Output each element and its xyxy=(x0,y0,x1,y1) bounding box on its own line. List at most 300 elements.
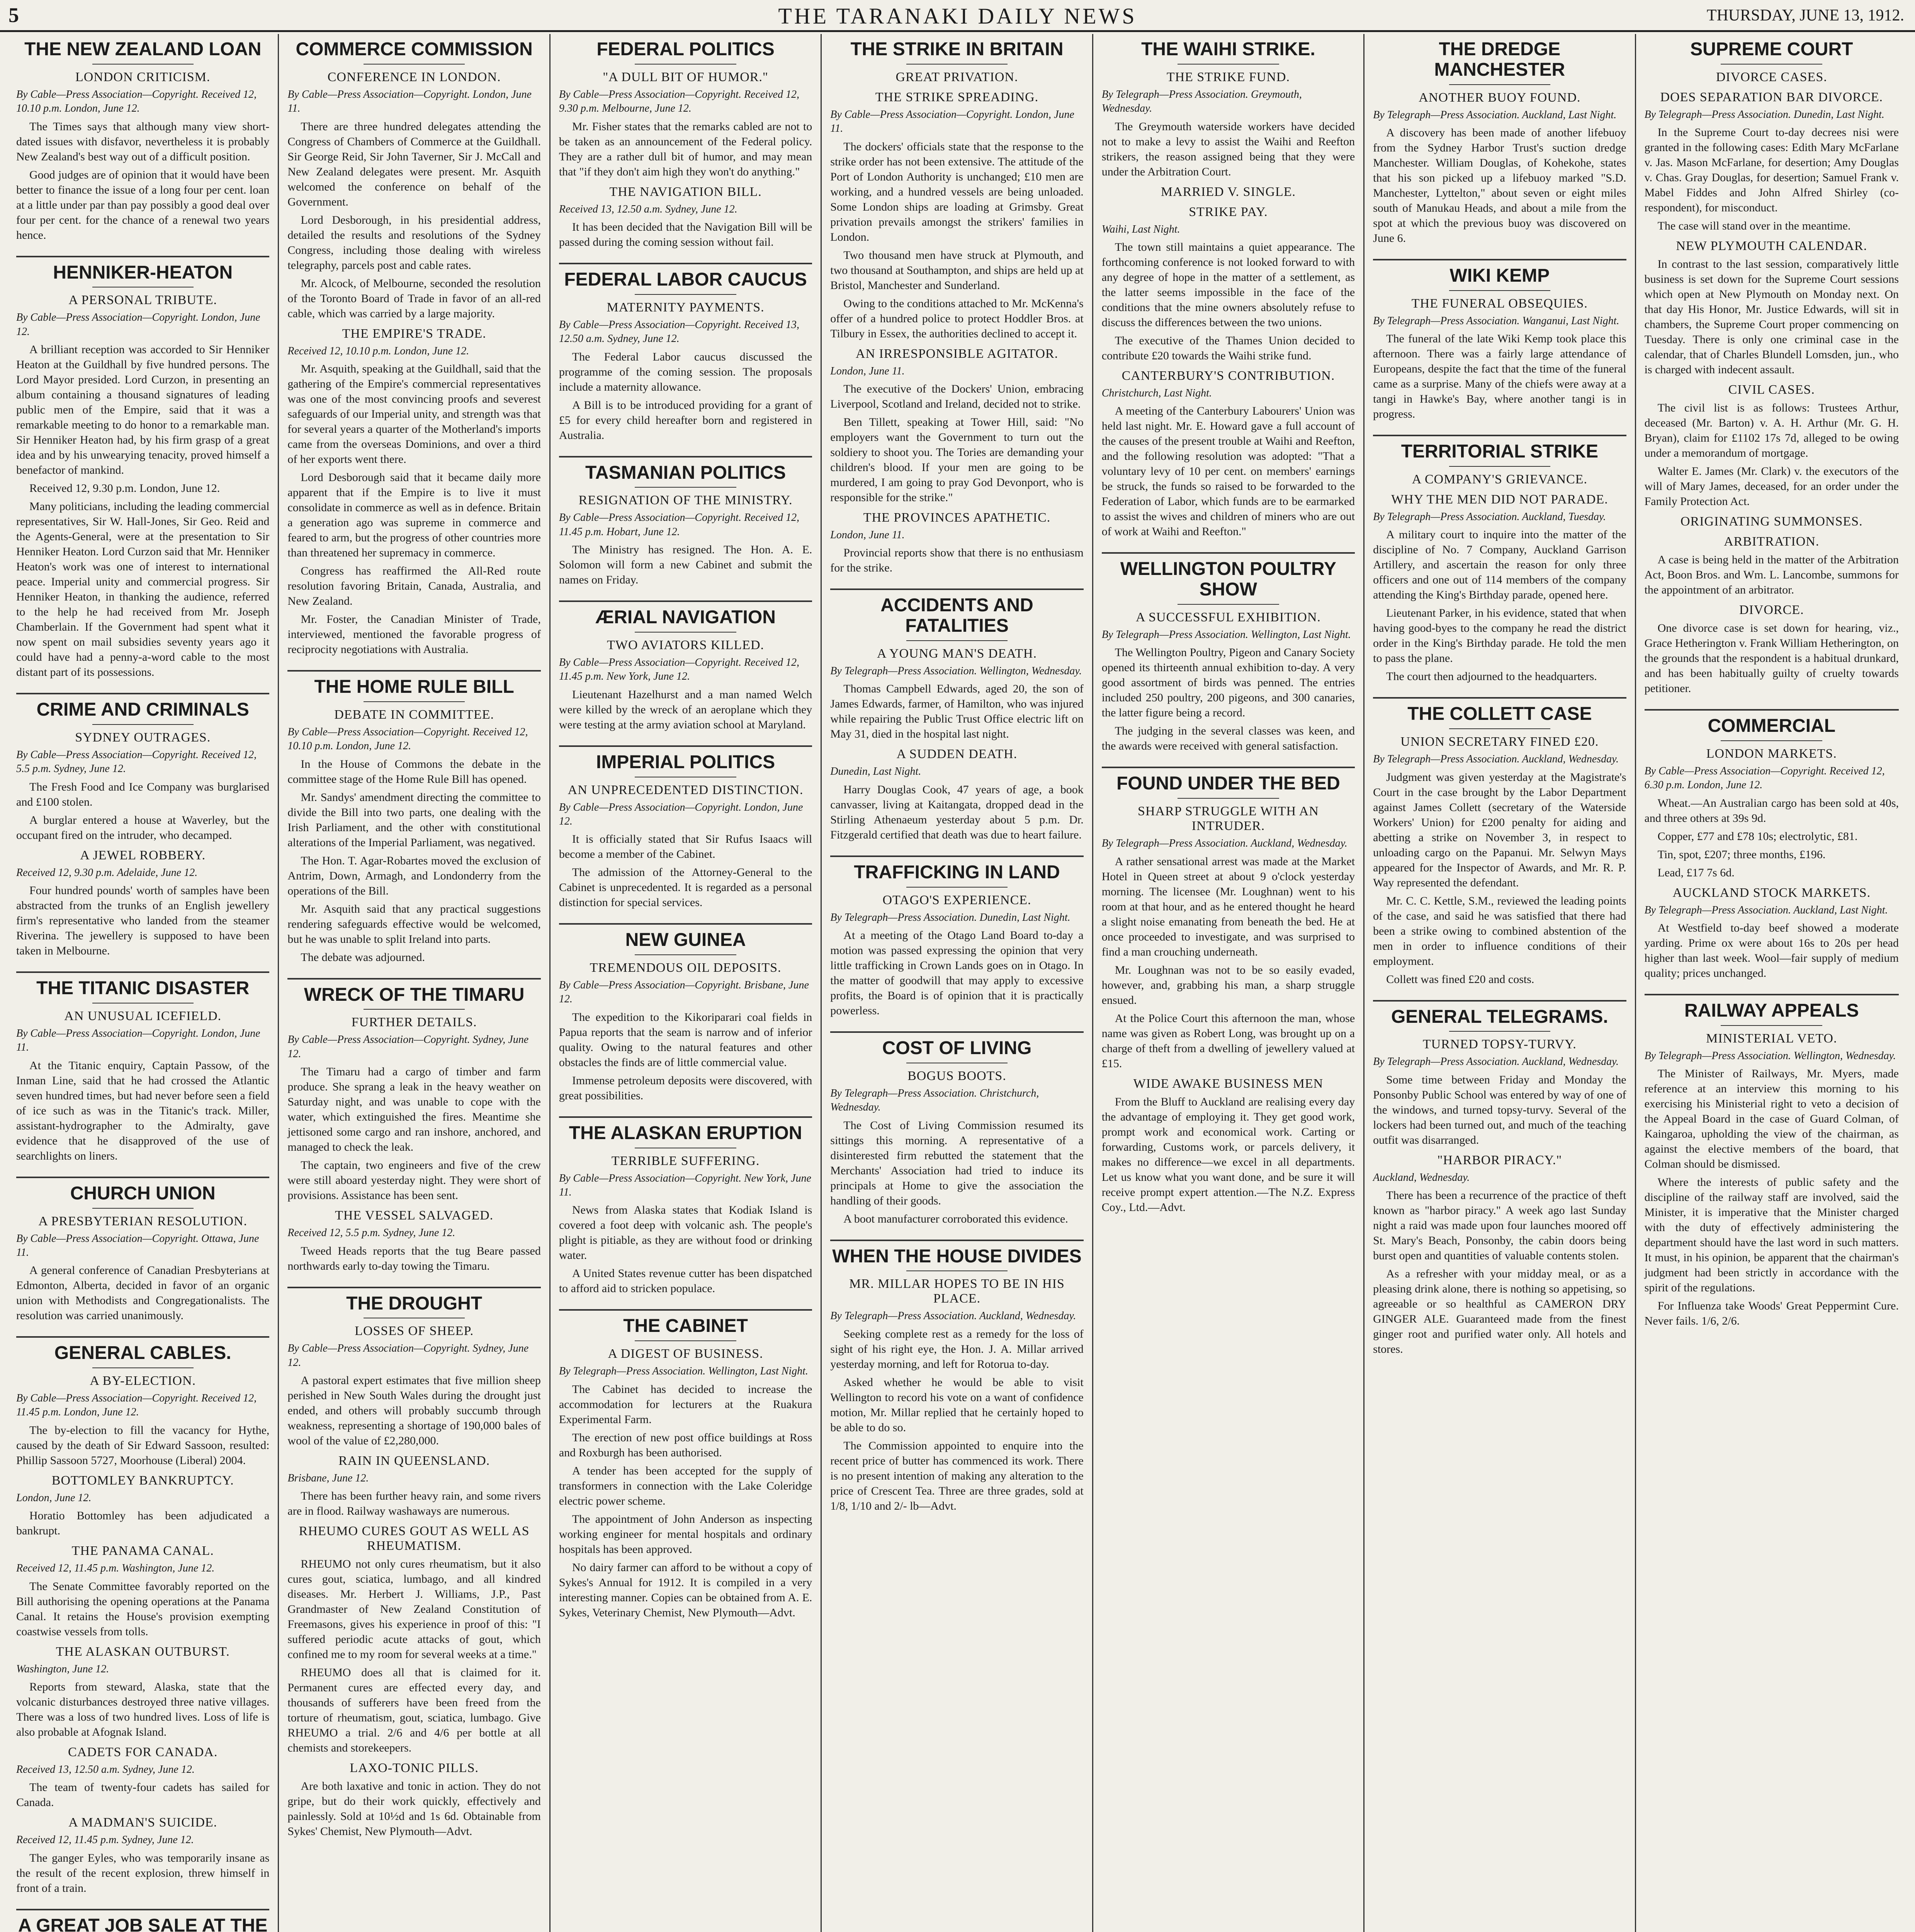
article-paragraph: The Wellington Poultry, Pigeon and Canary Society opened its thirteenth annual exhibition to-day. A very good assortment of birds was penned. The entries included 250 poultry, 200 pigeons, and 300 canaries, the latter figure being a record. xyxy=(1101,646,1355,719)
headline-rule xyxy=(1178,604,1279,605)
article-paragraph: Reports from steward, Alaska, state that the volcanic disturbances destroyed three native villages. There was a loss of two hundred lives. Loss of life is also probable at Afognak Island. xyxy=(16,1680,270,1739)
article-paragraph: Mr. Fisher states that the remarks cabled are not to be taken as an announcement of the Federal policy. They are a rather dull bit of humor, and may mean that "if they don't aim high they won't do anything." xyxy=(559,120,812,178)
article-paragraph: A tender has been accepted for the supply of transformers in connection with the Lake Coleridge electric power scheme. xyxy=(559,1464,812,1507)
article-paragraph: The expedition to the Kikoriparari coal fields in Papua reports that the seam is narrow and of inferior quality. Owing to the natural features and other obstacles the finds are of little commercial value. xyxy=(559,1010,812,1069)
article-headline: GENERAL TELEGRAMS. xyxy=(1373,1000,1626,1027)
article-subheading: ORIGINATING SUMMONSES. xyxy=(1680,514,1863,529)
article-paragraph: By Cable—Press Association—Copyright. Ottawa, June 11. xyxy=(16,1232,259,1259)
article-paragraph: At Westfield to-day beef showed a moderate yarding. Prime ox were about 16s to 20s per head higher than last week. Wool—fair supply of medium quality; prices unchanged. xyxy=(1644,922,1899,980)
article-paragraph: By Cable—Press Association—Copyright. Received 12, 11.45 p.m. London, June 12. xyxy=(16,1392,257,1418)
article-paragraph: Where the interests of public safety and the discipline of the railway staff are involved, said the Minister, it is imperative that the Minister charged with the duty of effectively administering the department should have the last word in such matters. It must, in his opinion, be apparent that the chairman's judgment had been strictly in accordance with the spirit of the regulations. xyxy=(1644,1176,1899,1294)
article-paragraph: The dockers' officials state that the response to the strike order has not been extensive. The attitude of the Port of London Authority is unchanged; £10 men are working, and a hundred vessels are being unloaded. Some London ships are loading at Grimsby. Great privation prevails amongst the strikers' families in London. xyxy=(830,140,1084,243)
article-subheading: A YOUNG MAN'S DEATH. xyxy=(877,646,1037,661)
issue-date: THURSDAY, JUNE 13, 1912. xyxy=(1706,7,1904,24)
article xyxy=(1645,709,1899,981)
headline-rule xyxy=(1721,64,1822,65)
article-paragraph: Ben Tillett, speaking at Tower Hill, said: "No employers want the Government to turn out the soldiery to shoot you. The Tories are demanding your children's blood. If your men are going to be murdered, I am going to pray God Devonport, who is responsible for the strike." xyxy=(830,415,1084,504)
article-paragraph: It has been decided that the Navigation Bill will be passed during the coming session without fail. xyxy=(559,220,812,248)
news-column xyxy=(8,34,279,1932)
article-subheading: MINISTERIAL VETO. xyxy=(1706,1031,1837,1046)
article-headline: THE COLLETT CASE xyxy=(1373,697,1626,724)
article-headline: GENERAL CABLES. xyxy=(16,1336,269,1364)
article-paragraph: Lead, £17 7s 6d. xyxy=(1657,866,1735,879)
article-paragraph: By Cable—Press Association—Copyright. Received 12, 9.30 p.m. Melbourne, June 12. xyxy=(559,88,799,115)
article xyxy=(1645,994,1899,1328)
headline-rule xyxy=(1449,1031,1550,1032)
headline-rule xyxy=(635,294,736,295)
article-headline: TASMANIAN POLITICS xyxy=(559,456,812,483)
article-subheading: LONDON MARKETS. xyxy=(1706,746,1837,761)
article-paragraph: By Cable—Press Association—Copyright. Received 12, 11.45 p.m. Hobart, June 12. xyxy=(559,512,799,538)
article-paragraph: The town still maintains a quiet appearance. The forthcoming conference is not looked forward to with any degree of hope in the matter of a settlement, as the latter seems impossible in the face of the conditions that the mine owners absolutely refuse to discuss the differences between the two unions. xyxy=(1101,240,1355,329)
article xyxy=(16,256,269,680)
article-subheading: LAXO-TONIC PILLS. xyxy=(350,1761,479,1776)
headline-rule xyxy=(906,1270,1008,1271)
article xyxy=(16,1177,269,1323)
article-paragraph: A military court to inquire into the matter of the discipline of No. 7 Company, Auckland Garrison Artillery, and ascertain the reason for only three officers and one out of 114 members of the company attending the King's Birthday parade, opened here. xyxy=(1373,528,1626,602)
headline-rule xyxy=(364,64,465,65)
article-subheading: A MADMAN'S SUICIDE. xyxy=(68,1815,217,1830)
article-paragraph: By Telegraph—Press Association. Auckland, Wednesday. xyxy=(1101,837,1347,850)
article-paragraph: Lieutenant Parker, in his evidence, stated that when having good-byes to the company he read the district order in the King's Birthday parade. He told the men to pass the plane. xyxy=(1373,607,1626,665)
article-paragraph: Thomas Campbell Edwards, aged 20, the son of James Edwards, farmer, of Hamilton, who was injured while repairing the Public Trust Office electric lift on May 31, died in the hospital last night. xyxy=(830,682,1084,741)
article-subheading: CIVIL CASES. xyxy=(1728,383,1815,397)
article-paragraph: At a meeting of the Otago Land Board to-day a motion was passed expressing the opinion that very little trafficking in Crown Lands goes on in Otago. In the matter of goodwill that may apply to excessive profits, the Board is of opinion that it is practically powerless. xyxy=(830,929,1084,1017)
article-subheading: SYDNEY OUTRAGES. xyxy=(75,730,211,745)
article-paragraph: A Bill is to be introduced providing for a grant of £5 for every child hereafter born and registered in Australia. xyxy=(559,398,812,442)
article-subheading: "HARBOR PIRACY." xyxy=(1437,1153,1562,1167)
headline-rule xyxy=(635,64,736,65)
article-subheading: RHEUMO CURES GOUT AS WELL AS RHEUMATISM. xyxy=(299,1524,530,1553)
article-paragraph: By Telegraph—Press Association. Auckland, Wednesday. xyxy=(1373,1056,1619,1068)
article-paragraph: Are both laxative and tonic in action. They do not gripe, but do their work quickly, effectively and painlessly. Sold at 10½d and 1s 6d. Obtainable from Sykes' Chemist, New Plymouth—Advt. xyxy=(287,1780,541,1838)
article-paragraph: Provincial reports show that there is no enthusiasm for the strike. xyxy=(830,546,1084,575)
article-headline: CRIME AND CRIMINALS xyxy=(16,693,269,720)
article-subheading: MARRIED V. SINGLE. xyxy=(1161,184,1296,199)
newspaper-title: THE TARANAKI DAILY NEWS xyxy=(778,3,1137,29)
article-paragraph: Horatio Bottomley has been adjudicated a bankrupt. xyxy=(16,1509,270,1537)
article-paragraph: Many politicians, including the leading commercial representatives, Sir W. Hall-Jones, Sir Geo. Reid and the Agents-General, were at the presentation to Sir Henniker Heaton. Lord Curzon said that Mr. Henniker Heaton's work was one of interest to international peace. Imperial unity and commercial progress. Sir Henniker Heaton, in thanking the audience, referred to the help he had received from Mr. Joseph Chamberlain. If the Government had spent what it now spent on mail subsidies seventy years ago it could have had a penny-a-word cable to the most distant part of its possessions. xyxy=(16,500,270,679)
article-paragraph: The Times says that although many view short-dated issues with disfavor, nevertheless it is probably New Zealand's best way out of a difficult position. xyxy=(16,120,270,163)
headline-rule xyxy=(635,632,736,633)
article xyxy=(287,670,540,965)
article-paragraph: By Cable—Press Association—Copyright. Received 12, 10.10 p.m. London, June 12. xyxy=(16,88,257,115)
news-column xyxy=(822,34,1093,1932)
article-subheading: LOSSES OF SHEEP. xyxy=(355,1324,474,1338)
article xyxy=(559,1116,812,1296)
article-paragraph: Received 12, 11.45 p.m. Sydney, June 12. xyxy=(16,1834,194,1846)
article-paragraph: Two thousand men have struck at Plymouth, and two thousand at Southampton, and ships are held up at Bristol, Manchester and Sunderland. xyxy=(830,248,1084,292)
article-paragraph: The executive of the Dockers' Union, embracing Liverpool, Scotland and Ireland, decided not to strike. xyxy=(830,382,1084,410)
article-subheading: MATERNITY PAYMENTS. xyxy=(607,300,765,315)
article-paragraph: RHEUMO does all that is claimed for it. Permanent cures are effected every day, and thousands of sufferers have been freed from the torture of rheumatism, gout, sciatica, lumbago. Give RHEUMO a trial. 2/6 and 4/6 per bottle at all chemists and storekeepers. xyxy=(287,1666,541,1755)
article xyxy=(559,456,812,588)
article-headline: FEDERAL POLITICS xyxy=(596,39,775,60)
article-paragraph: Auckland, Wednesday. xyxy=(1373,1171,1470,1184)
headline-rule xyxy=(906,640,1008,641)
headline-rule xyxy=(635,1340,736,1341)
article-paragraph: By Cable—Press Association—Copyright. London, June 12. xyxy=(559,801,803,827)
article-paragraph: Copper, £77 and £78 10s; electrolytic, £81. xyxy=(1657,830,1858,843)
article-paragraph: Dunedin, Last Night. xyxy=(830,765,921,778)
article-subheading: A DIGEST OF BUSINESS. xyxy=(608,1347,763,1361)
article-subheading: THE ALASKAN OUTBURST. xyxy=(56,1644,230,1659)
article-subheading: THE PANAMA CANAL. xyxy=(71,1544,214,1558)
article-paragraph: Received 13, 12.50 a.m. Sydney, June 12. xyxy=(16,1764,195,1776)
article-subheading: RESIGNATION OF THE MINISTRY. xyxy=(578,493,793,508)
article-subheading: THE STRIKE SPREADING. xyxy=(875,90,1039,104)
page-number: 5 xyxy=(8,3,19,27)
news-column xyxy=(1364,34,1636,1932)
article-paragraph: Mr. Asquith, speaking at the Guildhall, said that the gathering of the Empire's commercial representatives was one of the most convincing proofs and severest safeguards of our Imperial unity, and strength was that for several years a quarter of the Motherland's imports came from the overseas Dominions, and over a third of her exports went there. xyxy=(287,362,541,466)
article-paragraph: As a refresher with your midday meal, or as a pleasing drink alone, there is nothing so appetising, so agreeable or so healthful as CAMERON DRY GINGER ALE. Guaranteed made from the finest ginger root and purified water only. All hotels and stores. xyxy=(1373,1267,1626,1356)
article-headline: WELLINGTON POULTRY SHOW xyxy=(1102,552,1355,600)
headline-rule xyxy=(92,724,194,725)
headline-rule xyxy=(92,1367,194,1368)
article-paragraph: Mr. Sandys' amendment directing the committee to divide the Bill into two parts, one dealing with the Irish Parliament, and the other with constitutional alterations of the Imperial Parliament, was negatived. xyxy=(287,791,541,849)
article-subheading: WHY THE MEN DID NOT PARADE. xyxy=(1391,492,1608,507)
article-paragraph: In the House of Commons the debate in the committee stage of the Home Rule Bill has opened. xyxy=(287,757,541,786)
article-subheading: ARBITRATION. xyxy=(1724,534,1820,549)
article-subheading: NEW PLYMOUTH CALENDAR. xyxy=(1676,239,1867,253)
article-paragraph: The Fresh Food and Ice Company was burglarised and £100 stolen. xyxy=(16,780,270,808)
article-headline: THE STRIKE IN BRITAIN xyxy=(850,39,1064,60)
article-paragraph: The judging in the several classes was keen, and the awards were received with general satisfaction. xyxy=(1101,724,1355,753)
article-subheading: BOGUS BOOTS. xyxy=(907,1068,1006,1083)
article-paragraph: By Cable—Press Association—Copyright. Received 12, 5.5 p.m. Sydney, June 12. xyxy=(16,748,257,775)
article-paragraph: The appointment of John Anderson as inspecting working engineer for mental hospitals and ordinary hospitals has been approved. xyxy=(559,1512,812,1556)
article-paragraph: The Senate Committee favorably reported on the Bill authorising the opening operations at the Panama Canal. It retains the House's provision exempting coastwise vessels from tolls. xyxy=(16,1580,270,1638)
article-headline: COMMERCIAL xyxy=(1645,709,1899,736)
headline-rule xyxy=(906,887,1008,888)
article-paragraph: The by-election to fill the vacancy for Hythe, caused by the death of Sir Edward Sassoon, resulted: Phillip Sassoon 5727, Moorhouse (Liberal) 2004. xyxy=(16,1423,270,1467)
article xyxy=(1373,1000,1626,1357)
article-paragraph: Walter E. James (Mr. Clark) v. the executors of the will of Mary James, deceased, for an order under the Family Protection Act. xyxy=(1644,465,1899,508)
article xyxy=(16,39,269,243)
article-subheading: MR. MILLAR HOPES TO BE IN HIS PLACE. xyxy=(849,1277,1065,1306)
article-paragraph: Tweed Heads reports that the tug Beare passed northwards early to-day towing the Timaru. xyxy=(287,1244,541,1272)
article-subheading: A COMPANY'S GRIEVANCE. xyxy=(1412,472,1587,486)
article-paragraph: Received 12, 9.30 p.m. Adelaide, June 12. xyxy=(16,866,198,879)
article-paragraph: Congress has reaffirmed the All-Red route resolution favoring Britain, Canada, Australia, and New Zealand. xyxy=(287,564,541,607)
article-subheading: A BY-ELECTION. xyxy=(90,1374,196,1388)
article-paragraph: A discovery has been made of another lifebuoy from the Sydney Harbor Trust's suction dredge Manchester. William Douglas, of Kohekohe, states that his son picked up a lifebuoy marked "S.D. Manchester, Lyttelton," about seven or eight miles south of Manukau Heads, and about a mile from the spot at which the previous buoy was discovered on June 6. xyxy=(1373,126,1626,245)
article-paragraph: Mr. Loughnan was not to be so easily evaded, however, and, grabbing his man, a sharp struggle ensued. xyxy=(1101,963,1355,1007)
article-subheading: SHARP STRUGGLE WITH AN INTRUDER. xyxy=(1138,804,1319,833)
article-paragraph: One divorce case is set down for hearing, viz., Grace Hetherington v. Frank William Hetherington, on the grounds that the respondent is a habitual drunkard, and has been habitually guilty of cruelty towards petitioner. xyxy=(1644,622,1899,695)
article-paragraph: Owing to the conditions attached to Mr. McKenna's offer of a hundred police to protect Hoddler Bros. at Tilbury in Essex, the authorities declined to accept it. xyxy=(830,297,1084,340)
article-headline: IMPERIAL POLITICS xyxy=(559,745,812,773)
article-subheading: AUCKLAND STOCK MARKETS. xyxy=(1672,885,1871,900)
article xyxy=(16,1336,269,1896)
news-column xyxy=(1636,34,1907,1932)
article-paragraph: London, June 11. xyxy=(830,365,905,377)
article-paragraph: By Cable—Press Association—Copyright. Sydney, June 12. xyxy=(287,1034,529,1060)
article-paragraph: A general conference of Canadian Presbyterians at Edmonton, Alberta, decided in favor of an organic union with Methodists and Congregationalists. The resolution was carried unanimously. xyxy=(16,1264,270,1322)
article-paragraph: Lieutenant Hazelhurst and a man named Welch were killed by the wreck of an aeroplane which they were testing at the army aviation school at Maryland. xyxy=(559,688,812,731)
article-paragraph: By Telegraph—Press Association. Wellington, Wednesday. xyxy=(1644,1049,1896,1062)
article-paragraph: A United States revenue cutter has been dispatched to afford aid to stricken populace. xyxy=(559,1267,812,1295)
article-headline: THE WAIHI STRIKE. xyxy=(1141,39,1315,60)
article-subheading: CANTERBURY'S CONTRIBUTION. xyxy=(1121,368,1335,383)
article-paragraph: By Cable—Press Association—Copyright. Received 12, 6.30 p.m. London, June 12. xyxy=(1644,765,1885,791)
article-subheading: A SUDDEN DEATH. xyxy=(896,747,1018,762)
article-paragraph: By Telegraph—Press Association. Dunedin, Last Night. xyxy=(830,911,1070,923)
article-paragraph: Harry Douglas Cook, 47 years of age, a book canvasser, living at Kaitangata, dropped dead in the Stirling Athenaeum yesterday about 5 p.m. Dr. Fitzgerald certified that death was due to heart failure. xyxy=(830,783,1084,841)
article-paragraph: By Cable—Press Association—Copyright. London, June 11. xyxy=(287,88,532,115)
article-subheading: A JEWEL ROBBERY. xyxy=(80,848,206,862)
article-paragraph: By Cable—Press Association—Copyright. Received 12, 11.45 p.m. New York, June 12. xyxy=(559,656,799,683)
article-paragraph: At the Police Court this afternoon the man, whose name was given as Robert Long, was brought up on a charge of theft from a dwelling of jewellery valued at £15. xyxy=(1101,1012,1355,1070)
article-headline: ÆRIAL NAVIGATION xyxy=(559,600,812,628)
article-subheading: THE NAVIGATION BILL. xyxy=(609,184,762,199)
article-paragraph: At the Titanic enquiry, Captain Passow, of the Inman Line, said that he had crossed the Atlantic seven hundred times, but had never before seen a field of ice such as was in the Titanic's track. Miller, assistant-hydrographer to the Admiralty, gave evidence that he disapproved of the use of searchlights on liners. xyxy=(16,1059,270,1162)
headline-rule xyxy=(635,954,736,955)
article-paragraph: The executive of the Thames Union decided to contribute £20 towards the Waihi strike fund. xyxy=(1101,334,1355,362)
article-headline: CHURCH UNION xyxy=(16,1177,269,1204)
article-paragraph: The erection of new post office buildings at Ross and Roxburgh has been authorised. xyxy=(559,1431,812,1459)
article-paragraph: By Telegraph—Press Association. Wellington, Wednesday. xyxy=(830,665,1082,677)
article-headline: COST OF LIVING xyxy=(830,1031,1083,1059)
article-headline: THE TITANIC DISASTER xyxy=(16,971,269,999)
article-paragraph: There has been a recurrence of the practice of theft known as "harbor piracy." A week ago last Sunday night a raid was made upon four launches moored off St. Mary's Beach, Ponsonby, the cabin doors being burst open and quantities of valuable contents stolen. xyxy=(1373,1189,1626,1262)
article-paragraph: A burglar entered a house at Waverley, but the occupant fired on the intruder, who decamped. xyxy=(16,813,270,842)
article-subheading: THE EMPIRE'S TRADE. xyxy=(342,326,486,341)
article-paragraph: A brilliant reception was accorded to Sir Henniker Heaton at the Guildhall by five hundred persons. The Lord Mayor presided. Lord Curzon, in presenting an album containing a thousand signatures of leading public men of the Empire, said that it was a remarkable meeting to do honor to a remarkable man. Sir Henniker Heaton had, by his firm grasp of a great idea and by his unwearying tenacity, proved himself a benefactor of mankind. xyxy=(16,343,270,477)
news-column xyxy=(551,34,822,1932)
article-paragraph: Received 12, 10.10 p.m. London, June 12. xyxy=(287,345,469,357)
article-paragraph: By Cable—Press Association—Copyright. London, June 11. xyxy=(830,108,1074,135)
article xyxy=(1102,767,1355,1214)
article-paragraph: Wheat.—An Australian cargo has been sold at 40s, and three others at 39s 9d. xyxy=(1644,796,1899,825)
article xyxy=(16,1909,269,1932)
headline-rule xyxy=(1178,798,1279,799)
article-subheading: THE VESSEL SALVAGED. xyxy=(335,1208,494,1223)
article-paragraph: Seeking complete rest as a remedy for the loss of sight of his right eye, the Hon. J. A. Millar arrived yesterday morning, and left for Rotorua to-day. xyxy=(830,1327,1084,1371)
article-paragraph: The Commission appointed to enquire into the recent price of butter has commenced its work. There is no present intention of making any alteration to the price of Crescent Tea. Three are three grades, sold at 1/8, 1/10 and 2/- lb—Advt. xyxy=(830,1439,1084,1512)
article-paragraph: By Telegraph—Press Association. Wellington, Last Night. xyxy=(1101,628,1351,641)
article-subheading: TREMENDOUS OIL DEPOSITS. xyxy=(590,961,782,975)
article-paragraph: The captain, two engineers and five of the crew were still aboard yesterday night. They were short of provisions. Assistance has been sent. xyxy=(287,1159,541,1202)
article-paragraph: By Telegraph—Press Association. Auckland, Wednesday. xyxy=(1373,753,1619,765)
article-headline: FEDERAL LABOR CAUCUS xyxy=(559,263,812,290)
article-subheading: WIDE AWAKE BUSINESS MEN xyxy=(1133,1076,1324,1091)
article-paragraph: Lord Desborough said that it became daily more apparent that if the Empire is to live it must consolidate in commerce as well as in defence. Britain a generation ago was supreme in commerce and feared to arm, but the progress of other countries more than threatened her supremacy in commerce. xyxy=(287,471,541,559)
article xyxy=(1373,39,1626,246)
article-subheading: THE FUNERAL OBSEQUIES. xyxy=(1411,296,1588,311)
article xyxy=(830,1240,1083,1514)
article-paragraph: From the Bluff to Auckland are realising every day the advantage of employing it. They get good work, prompt work and economical work. Carting or forwarding, Customs work, or parcels delivery, it makes no difference—we excel in all departments. Let us know what you want done, and be sure it will receive prompt expert attention.—The N.Z. Express Coy., Ltd.—Advt. xyxy=(1101,1095,1355,1214)
article-headline: THE DREDGE MANCHESTER xyxy=(1434,39,1565,80)
article-paragraph: It is officially stated that Sir Rufus Isaacs will become a member of the Cabinet. xyxy=(559,833,812,861)
article xyxy=(830,39,1083,575)
article-headline: THE NEW ZEALAND LOAN xyxy=(24,39,262,60)
article-paragraph: Collett was fined £20 and costs. xyxy=(1386,973,1534,986)
article xyxy=(559,1309,812,1620)
article-headline: THE HOME RULE BILL xyxy=(287,670,540,697)
article-subheading: A PERSONAL TRIBUTE. xyxy=(68,293,217,308)
article xyxy=(559,263,812,443)
article-subheading: DEBATE IN COMMITTEE. xyxy=(334,707,494,722)
headline-rule xyxy=(1721,740,1822,741)
article-subheading: ANOTHER BUOY FOUND. xyxy=(1419,90,1581,105)
article-paragraph: A pastoral expert estimates that five million sheep perished in New South Wales during the drought just ended, and others will probably succumb through weakness, representing a shortage of 190,000 bales of wool of the value of £2,280,000. xyxy=(287,1374,541,1447)
headline-rule xyxy=(1449,84,1550,85)
article-headline: A GREAT JOB SALE AT THE xyxy=(16,1909,269,1932)
article xyxy=(559,600,812,732)
article-paragraph: By Cable—Press Association—Copyright. Received 13, 12.50 a.m. Sydney, June 12. xyxy=(559,318,799,345)
article-paragraph: Mr. C. C. Kettle, S.M., reviewed the leading points of the case, and said he was satisfied that there had been a strike owing to combined abstention of the men in order to influence conditions of their employment. xyxy=(1373,894,1626,968)
article-paragraph: The ganger Eyles, who was temporarily insane as the result of the recent explosion, threw himself in front of a train. xyxy=(16,1851,270,1895)
article-paragraph: The Minister of Railways, Mr. Myers, made reference at an interview this morning to his exercising his Ministerial right to veto a decision of the Appeal Board in the case of Guard Colman, of Kaingaroa, upholding the view of the chairman, as against the elective members of the board, that Colman should be dismissed. xyxy=(1644,1067,1899,1171)
article-paragraph: Asked whether he would be able to visit Wellington to record his vote on a want of confidence motion, Mr. Millar replied that he certainly hoped to be able to do so. xyxy=(830,1376,1084,1434)
article-paragraph: Brisbane, June 12. xyxy=(287,1472,369,1485)
article-paragraph: By Cable—Press Association—Copyright. London, June 12. xyxy=(16,311,260,338)
headline-rule xyxy=(364,701,465,702)
article xyxy=(1373,697,1626,986)
article-paragraph: The Cost of Living Commission resumed its sittings this morning. A representative of a disinterested firm rebutted the statement that the Merchants' Association had tried to induce its principals at Home to give the association the handling of their goods. xyxy=(830,1119,1084,1207)
article-paragraph: By Telegraph—Press Association. Auckland, Tuesday. xyxy=(1373,510,1606,523)
article-paragraph: London, June 11. xyxy=(830,529,905,541)
article-headline: FOUND UNDER THE BED xyxy=(1102,767,1355,794)
article-headline: THE ALASKAN ERUPTION xyxy=(559,1116,812,1144)
article-headline: THE DROUGHT xyxy=(287,1287,540,1314)
article-subheading: UNION SECRETARY FINED £20. xyxy=(1400,735,1599,749)
article-subheading: DOES SEPARATION BAR DIVORCE. xyxy=(1660,90,1883,104)
article xyxy=(1102,39,1355,539)
article-paragraph: By Cable—Press Association—Copyright. New York, June 11. xyxy=(559,1172,811,1199)
article-paragraph: Some time between Friday and Monday the Ponsonby Public School was entered by way of one of the windows, and turned topsy-turvy. Several of the lockers had been turned out, and much of the teaching outfit was disarranged. xyxy=(1373,1073,1626,1146)
article-paragraph: In the Supreme Court to-day decrees nisi were granted in the following cases: Edith Mary McFarlane v. Jas. Mason McFarlane, for desertion; Amy Douglas v. Chas. Gray Douglas, for desertion; Samuel Frank v. Mabel Fiddes and John Alfred Shirley (co-respondent), for misconduct. xyxy=(1644,126,1899,214)
article xyxy=(830,1031,1083,1226)
article-subheading: AN UNPRECEDENTED DISTINCTION. xyxy=(568,782,804,797)
article-subheading: AN IRRESPONSIBLE AGITATOR. xyxy=(855,346,1059,361)
headline-rule xyxy=(1449,290,1550,291)
article-paragraph: The case will stand over in the meantime. xyxy=(1657,219,1851,233)
article-paragraph: A meeting of the Canterbury Labourers' Union was held last night. Mr. E. Howard gave a full account of the causes of the present trouble at Waihi and Reefton, and the following resolution was adopted: "That a voluntary levy of 10 per cent. on members' earnings be struck, the funds so raised to be forwarded to the Federation of Labor, which funds are to be earmarked to assist the wives and children of miners who are out of work at Waihi and Reefton." xyxy=(1101,405,1355,538)
article-headline: RAILWAY APPEALS xyxy=(1645,994,1899,1021)
article-subheading: CONFERENCE IN LONDON. xyxy=(327,70,501,84)
article-subheading: DIVORCE CASES. xyxy=(1716,70,1827,84)
article-paragraph: By Telegraph—Press Association. Wellington, Last Night. xyxy=(559,1365,808,1378)
article-subheading: THE STRIKE FUND. xyxy=(1166,70,1290,84)
masthead xyxy=(0,0,1915,32)
article-paragraph: The Hon. T. Agar-Robartes moved the exclusion of Antrim, Down, Armagh, and Londonderry from the operations of the Bill. xyxy=(287,854,541,897)
article-paragraph: By Telegraph—Press Association. Dunedin, Last Night. xyxy=(1644,108,1884,121)
headline-rule xyxy=(635,487,736,488)
headline-rule xyxy=(1449,466,1550,467)
article-paragraph: Received 12, 11.45 p.m. Washington, June 12. xyxy=(16,1562,215,1575)
article-headline: SUPREME COURT xyxy=(1690,39,1853,60)
article-headline: TRAFFICKING IN LAND xyxy=(830,855,1083,883)
headline-rule xyxy=(1721,1025,1822,1026)
headline-rule xyxy=(1449,728,1550,729)
article-subheading: FURTHER DETAILS. xyxy=(351,1015,477,1030)
article-paragraph: Tin, spot, £207; three months, £196. xyxy=(1657,848,1826,861)
article-paragraph: Good judges are of opinion that it would have been better to finance the issue of a long four per cent. loan at a little under par than pay possibly a good deal over four per cent. for the chance of a renewal two years hence. xyxy=(16,168,270,242)
headline-rule xyxy=(1178,64,1279,65)
article-paragraph: By Cable—Press Association—Copyright. Received 12, 10.10 p.m. London, June 12. xyxy=(287,726,528,752)
article-headline: COMMERCE COMMISSION xyxy=(296,39,533,60)
article xyxy=(559,39,812,250)
article-headline: TERRITORIAL STRIKE xyxy=(1373,435,1626,462)
article xyxy=(287,1287,540,1839)
article-paragraph: News from Alaska states that Kodiak Island is covered a foot deep with volcanic ash. The people's plight is pitiable, as they are without food or drinking water. xyxy=(559,1204,812,1262)
article xyxy=(559,745,812,910)
article-paragraph: Four hundred pounds' worth of samples have been abstracted from the trunks of an English jewellery firm's representative who landed from the steamer Riverina. The jewellery is supposed to have been taken in Melbourne. xyxy=(16,884,270,957)
article-paragraph: By Cable—Press Association—Copyright. Sydney, June 12. xyxy=(287,1342,529,1369)
article-subheading: A SUCCESSFUL EXHIBITION. xyxy=(1135,610,1321,624)
article-subheading: TWO AVIATORS KILLED. xyxy=(607,638,765,652)
article-subheading: LONDON CRITICISM. xyxy=(75,70,211,84)
article-paragraph: The Greymouth waterside workers have decided not to make a levy to assist the Waihi and Reefton strikers, the reason assigned being that they were under the Arbitration Court. xyxy=(1101,120,1355,178)
article-paragraph: A rather sensational arrest was made at the Market Hotel in Queen street at about 9 o'clock yesterday morning. The licensee (Mr. Loughnan) went to his room at that hour, and as he entered thought he heard a slight noise emanating from beneath the bed. He at once proceeded to investigate, and was surprised to find a man crouching underneath. xyxy=(1101,855,1355,958)
article-paragraph: By Telegraph—Press Association. Wanganui, Last Night. xyxy=(1373,315,1619,327)
article-headline: WHEN THE HOUSE DIVIDES xyxy=(830,1240,1083,1267)
article-paragraph: The Timaru had a cargo of timber and farm produce. She sprang a leak in the heavy weather on Saturday night, and was unable to cope with the water, which extinguished the fires. Meantime she jettisoned some cargo and ran inshore, anchored, and managed to check the leak. xyxy=(287,1065,541,1154)
article-headline: WIKI KEMP xyxy=(1373,259,1626,286)
article-subheading: "A DULL BIT OF HUMOR." xyxy=(603,70,768,84)
article xyxy=(830,855,1083,1018)
article-paragraph: The debate was adjourned. xyxy=(301,951,425,964)
article-paragraph: Mr. Alcock, of Melbourne, seconded the resolution of the Toronto Board of Trade in favor of an all-red cable, which was carried by a large majority. xyxy=(287,277,541,320)
headline-rule xyxy=(906,64,1008,65)
article-paragraph: The admission of the Attorney-General to the Cabinet is unprecedented. It is regarded as a personal distinction for special services. xyxy=(559,866,812,909)
article-subheading: DIVORCE. xyxy=(1739,603,1804,617)
article-paragraph: No dairy farmer can afford to be without a copy of Sykes's Annual for 1912. It is compiled in a very interesting manner. Copies can be obtained from A. E. Sykes, Veterinary Chemist, New Plymouth—Advt. xyxy=(559,1561,812,1619)
article-paragraph: Washington, June 12. xyxy=(16,1663,109,1675)
article-subheading: OTAGO'S EXPERIENCE. xyxy=(882,893,1031,907)
article-headline: HENNIKER-HEATON xyxy=(16,256,269,283)
headline-rule xyxy=(92,64,194,65)
article xyxy=(16,693,269,958)
article-paragraph: Christchurch, Last Night. xyxy=(1101,387,1212,399)
article-paragraph: By Telegraph—Press Association. Christchurch, Wednesday. xyxy=(830,1087,1039,1114)
article-subheading: THE PROVINCES APATHETIC. xyxy=(863,510,1051,525)
article xyxy=(1645,39,1899,696)
article-paragraph: Mr. Asquith said that any practical suggestions rendering safeguards effective would be welcomed, but he was unable to split Ireland into parts. xyxy=(287,902,541,946)
article-paragraph: By Telegraph—Press Association. Auckland, Last Night. xyxy=(1644,904,1888,916)
article xyxy=(1102,552,1355,753)
article-subheading: GREAT PRIVATION. xyxy=(895,70,1018,84)
article-paragraph: By Cable—Press Association—Copyright. London, June 11. xyxy=(16,1027,260,1054)
article-paragraph: The team of twenty-four cadets has sailed for Canada. xyxy=(16,1781,270,1809)
article-paragraph: By Cable—Press Association—Copyright. Brisbane, June 12. xyxy=(559,979,809,1005)
article xyxy=(559,923,812,1103)
article-subheading: TERRIBLE SUFFERING. xyxy=(611,1153,760,1168)
article-paragraph: Received 12, 9.30 p.m. London, June 12. xyxy=(29,482,220,495)
article-paragraph: For Influenza take Woods' Great Peppermint Cure. Never fails. 1/6, 2/6. xyxy=(1644,1299,1899,1328)
article-paragraph: Judgment was given yesterday at the Magistrate's Court in the case brought by the Labor Department against James Collett (secretary of the Waterside Workers' Union) for £200 penalty for aiding and abetting a strike on November 3, in respect to unloading cargo on the Papanui. Mr. Selwyn Mays appeared for the Inspector of Awards, and Mr. R. P. Way represented the defendant. xyxy=(1373,770,1626,889)
article-paragraph: The Ministry has resigned. The Hon. A. E. Solomon will form a new Cabinet and submit the names on Friday. xyxy=(559,543,812,587)
article-subheading: CADETS FOR CANADA. xyxy=(68,1745,218,1760)
article xyxy=(1373,259,1626,422)
article-paragraph: The Federal Labor caucus discussed the programme of the coming session. The proposals include a maternity allowance. xyxy=(559,350,812,393)
article xyxy=(287,39,540,657)
article xyxy=(287,978,540,1274)
article-paragraph: There are three hundred delegates attending the Congress of Chambers of Commerce at the Guildhall. Sir George Reid, Sir John Taverner, Sir J. McCall and New Zealand delegates were present. Mr. Asquith welcomed the conference on behalf of the Government. xyxy=(287,120,541,208)
article-subheading: TURNED TOPSY-TURVY. xyxy=(1422,1037,1577,1052)
article-paragraph: The court then adjourned to the headquarters. xyxy=(1386,670,1597,683)
headline-rule xyxy=(364,1009,465,1010)
article-subheading: BOTTOMLEY BANKRUPTCY. xyxy=(51,1473,234,1488)
article-headline: NEW GUINEA xyxy=(559,923,812,951)
article xyxy=(830,588,1083,842)
news-column xyxy=(1093,34,1364,1932)
article-paragraph: A case is being held in the matter of the Arbitration Act, Boon Bros. and Wm. L. Lancombe, summons for the appointment of an arbitrator. xyxy=(1644,553,1899,597)
news-column xyxy=(279,34,550,1932)
article-paragraph: Waihi, Last Night. xyxy=(1101,223,1180,235)
